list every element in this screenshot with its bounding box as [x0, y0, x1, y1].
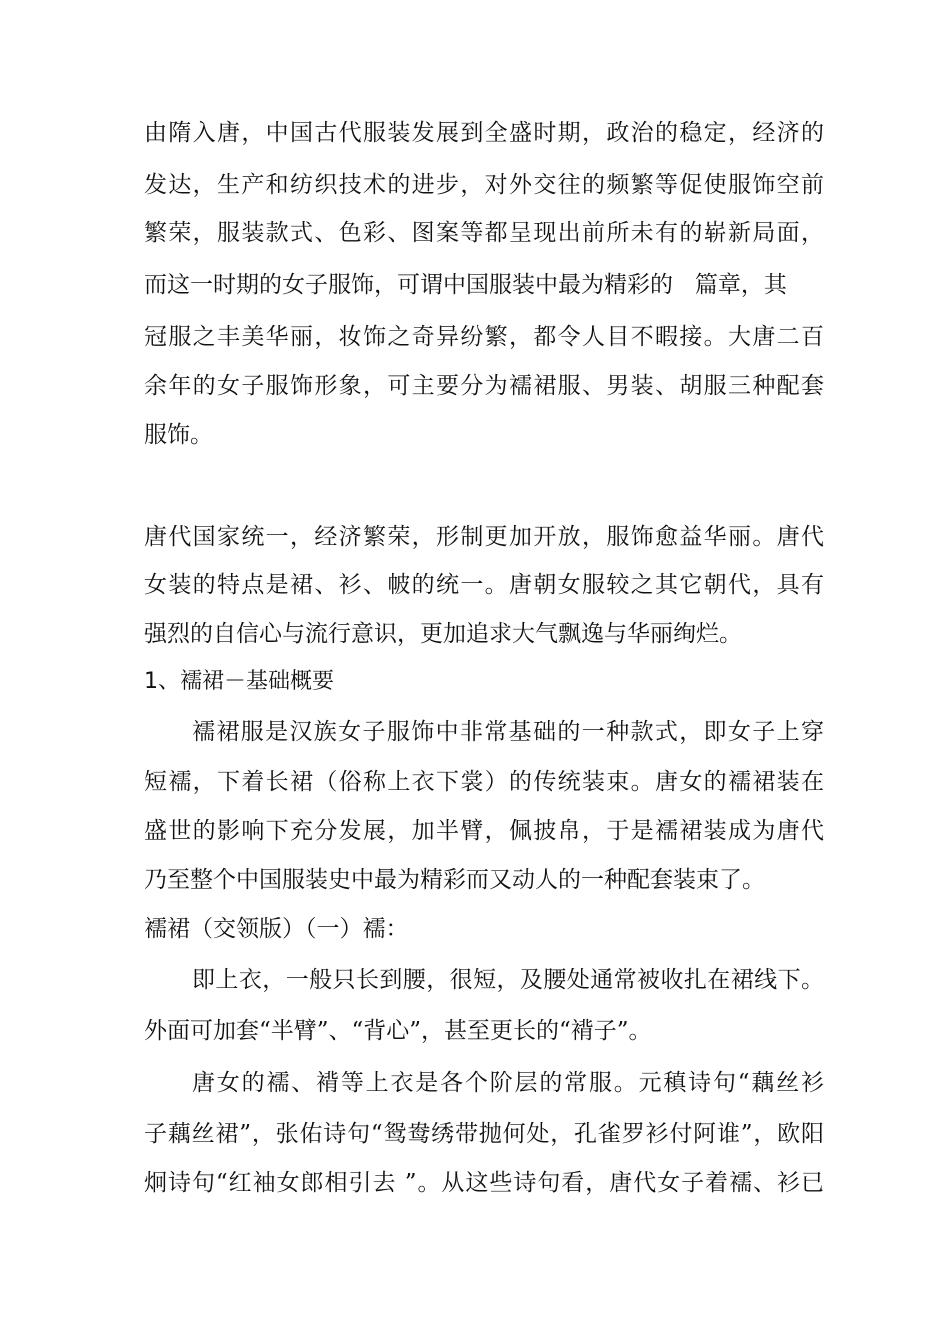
- section-heading: 1、襦裙－基础概要: [144, 669, 334, 694]
- paragraph-5-line-3: 炯诗句“红袖女郎相引去 ”。从这些诗句看，唐代女子着襦、衫已: [144, 1170, 824, 1196]
- paragraph-2-line-2: 女装的特点是裙、衫、帔的统一。唐朝女服较之其它朝代，具有: [144, 572, 824, 598]
- paragraph-3-line-3: 盛世的影响下充分发展，加半臂，佩披帛，于是襦裙装成为唐代: [144, 818, 824, 844]
- subheading: 襦裙（交领版）（一）襦：: [144, 916, 409, 942]
- paragraph-4-line-1: 即上衣，一般只长到腰，很短，及腰处通常被收扎在裙线下。: [192, 967, 824, 993]
- paragraph-2-line-1: 唐代国家统一，经济繁荣，形制更加开放，服饰愈益华丽。唐代: [144, 524, 824, 550]
- paragraph-1-line-3: 繁荣，服装款式、色彩、图案等都呈现出前所未有的崭新局面，: [144, 220, 824, 246]
- paragraph-3-line-4: 乃至整个中国服装史中最为精彩而又动人的一种配套装束了。: [144, 867, 765, 893]
- paragraph-3-line-1: 襦裙服是汉族女子服饰中非常基础的一种款式，即女子上穿: [192, 719, 824, 745]
- paragraph-3-line-2: 短襦，下着长裙（俗称上衣下裳）的传统装束。唐女的襦裙装在: [144, 769, 824, 795]
- paragraph-5-line-1: 唐女的襦、褙等上衣是各个阶层的常服。元稹诗句“藕丝衫: [192, 1070, 824, 1096]
- paragraph-1-line-1: 由隋入唐，中国古代服装发展到全盛时期，政治的稳定，经济的: [144, 120, 824, 146]
- paragraph-1-line-5: 冠服之丰美华丽，妆饰之奇异纷繁，都令人目不暇接。大唐二百: [144, 324, 824, 350]
- paragraph-1-line-6: 余年的女子服饰形象，可主要分为襦裙服、男装、胡服三种配套: [144, 373, 824, 399]
- paragraph-5-line-2: 子藕丝裙”，张佑诗句“鸳鸯绣带抛何处，孔雀罗衫付阿谁”，欧阳: [144, 1121, 824, 1147]
- paragraph-4-line-2: 外面可加套“半臂”、“背心”，甚至更长的“褙子”。: [144, 1018, 652, 1044]
- paragraph-2-line-3: 强烈的自信心与流行意识，更加追求大气飘逸与华丽绚烂。: [144, 621, 742, 647]
- paragraph-1-line-4: 而这一时期的女子服饰，可谓中国服装中最为精彩的 篇章，其: [144, 272, 787, 298]
- paragraph-1-line-7: 服饰。: [144, 422, 213, 448]
- paragraph-1-line-2: 发达，生产和纺织技术的进步，对外交往的频繁等促使服饰空前: [144, 172, 824, 198]
